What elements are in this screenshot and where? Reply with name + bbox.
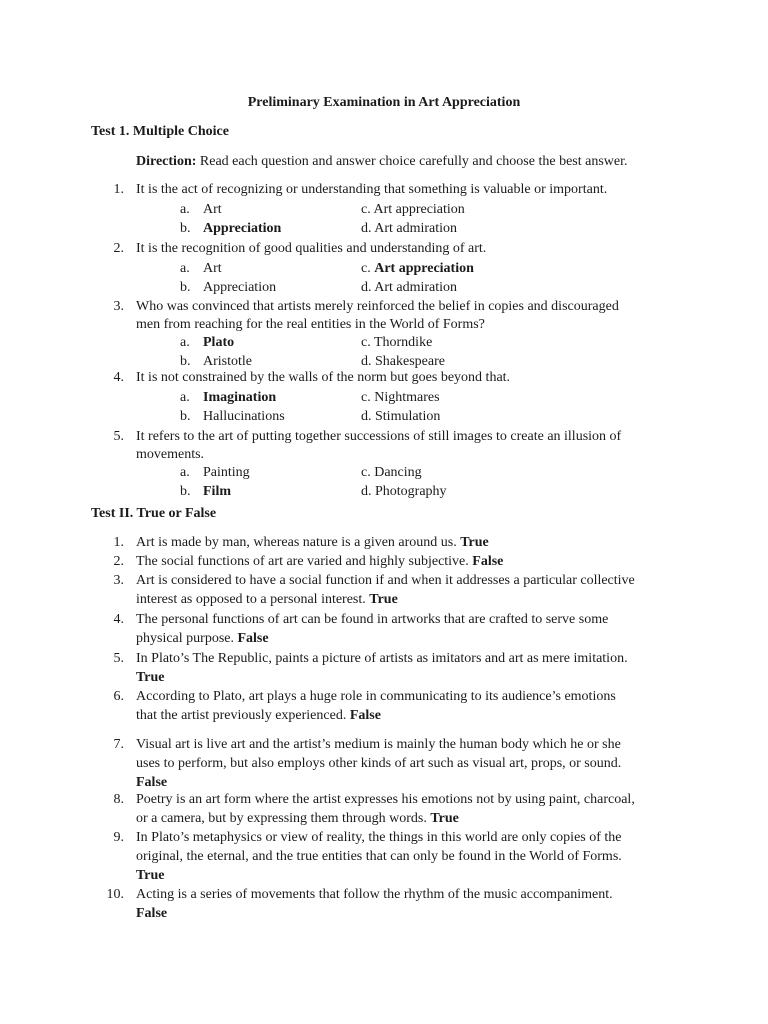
choice-letter: c. [361,335,374,350]
choice-letter: b. [180,354,191,369]
choice-letter: a. [180,335,190,350]
choice-letter: a. [180,202,190,217]
item-line: Art is considered to have a social function if and when it addresses a particular collective [136,573,635,588]
item-line: that the artist previously experienced. [136,708,347,723]
choice-text: Photography [375,484,447,499]
choice-text: Plato [203,335,235,350]
item-number: 9. [113,830,124,845]
question-text: It is not constrained by the walls of the norm but goes beyond that. [136,370,511,385]
choice-letter: d. [361,221,375,236]
answer: True [369,592,398,607]
question-number: 1. [113,182,124,197]
item-number: 5. [113,651,124,666]
item-text [136,810,459,828]
choice-letter: c. [361,261,375,276]
item-line: or a camera, but by expressing them through words. [136,811,427,826]
item-text [136,755,621,773]
choice-letter: d. [361,409,375,424]
choice-letter: b. [180,221,191,236]
item-line: Poetry is an art form where the artist expresses his emotions not by using paint, charcoal, [136,792,635,807]
item-number: 3. [113,573,124,588]
choice [361,334,432,352]
choice-text: Hallucinations [203,409,285,424]
answer: False [237,631,269,646]
item-number: 2. [113,554,124,569]
choice-letter: c. [361,465,375,480]
item-text [136,829,622,847]
item-line: The personal functions of art can be found in artworks that are crafted to serve some [136,612,609,627]
question-text: It is the act of recognizing or understanding that something is valuable or important. [136,182,608,197]
choice-text: Appreciation [203,280,277,295]
item-number: 8. [113,792,124,807]
choice-text: Art admiration [374,280,458,295]
choice-letter: d. [361,484,375,499]
item-number: 7. [113,737,124,752]
item-text [136,553,503,571]
choice-text: Art admiration [374,221,458,236]
choice-letter: b. [180,409,191,424]
choice-letter: b. [180,280,191,295]
test2-heading: Test II. True or False [91,506,217,521]
choice [361,201,465,219]
item-text [136,736,621,754]
item-text [136,572,635,590]
answer: False [136,775,168,790]
item-text [136,630,269,648]
choice-letter: c. [361,202,374,217]
choice-text: Thorndike [373,335,433,350]
choice [361,389,440,407]
item-line: According to Plato, art plays a huge role in communicating to its audience’s emotions [136,689,616,704]
item-number: 4. [113,612,124,627]
choice-letter: d. [361,280,375,295]
item-line: In Plato’s metaphysics or view of reality, the things in this world are only copies of the [136,830,622,845]
item-text [136,650,628,668]
choice-letter: a. [180,390,190,405]
choice [361,279,457,297]
item-text [136,791,635,809]
choice-text: Nightmares [374,390,440,405]
question-number: 3. [113,299,124,314]
question-text: It is the recognition of good qualities and understanding of art. [136,241,487,256]
choice-text: Art appreciation [374,261,474,276]
choice-letter: a. [180,465,190,480]
choice-text: Film [203,484,231,499]
choice-text: Dancing [374,465,422,480]
item-text [136,707,381,725]
item-text [136,534,489,552]
choice [361,220,457,238]
item-line: Acting is a series of movements that follow the rhythm of the music accompaniment. [136,887,613,902]
item-number: 1. [113,535,124,550]
answer: True [136,868,165,883]
choice [361,408,440,426]
question-text: It refers to the art of putting together successions of still images to create an illusion of [136,429,622,444]
answer: False [472,554,504,569]
question-text: men from reaching for the real entities in the World of Forms? [136,317,485,332]
choice-text: Art [203,261,222,276]
direction-text: Read each question and answer choice carefully and choose the best answer. [196,154,628,169]
question-number: 5. [113,429,124,444]
answer: True [460,535,489,550]
page-title: Preliminary Examination in Art Appreciation [247,95,521,110]
choice-text: Appreciation [203,221,282,236]
item-text [136,591,398,609]
item-line: interest as opposed to a personal interest. [136,592,366,607]
answer: False [136,906,168,921]
answer: True [430,811,459,826]
item-line: original, the eternal, and the true entities that can only be found in the World of Forms. [136,849,622,864]
item-text [136,886,613,904]
item-line: The social functions of art are varied and highly subjective. [136,554,469,569]
item-text [136,688,616,706]
question-number: 2. [113,241,124,256]
item-number: 10. [106,887,124,902]
item-line: Visual art is live art and the artist’s medium is mainly the human body which he or she [136,737,621,752]
choice-text: Art [203,202,222,217]
choice-text: Aristotle [203,354,252,369]
direction-label: Direction: [136,154,197,169]
answer: True [136,670,165,685]
choice-letter: c. [361,390,375,405]
question-text: Who was convinced that artists merely reinforced the belief in copies and discouraged [136,299,619,314]
choice [361,483,447,501]
choice-letter: d. [361,354,375,369]
choice-text: Painting [203,465,250,480]
item-line: physical purpose. [136,631,234,646]
choice-text: Art appreciation [373,202,465,217]
question-text: movements. [136,447,205,462]
choice-letter: a. [180,261,190,276]
item-line: uses to perform, but also employs other kinds of art such as visual art, props, or sound. [136,756,622,771]
question-number: 4. [113,370,124,385]
item-line: In Plato’s The Republic, paints a picture of artists as imitators and art as mere imitation. [136,651,628,666]
choice [361,464,422,482]
choice-text: Imagination [203,390,277,405]
choice-text: Shakespeare [375,354,445,369]
direction-line [136,153,628,171]
item-line: Art is made by man, whereas nature is a given around us. [136,535,457,550]
item-number: 6. [113,689,124,704]
choice-letter: b. [180,484,191,499]
item-text [136,611,608,629]
item-text [136,848,622,866]
answer: False [349,708,381,723]
choice-text: Stimulation [375,409,441,424]
choice [361,260,474,278]
test1-heading: Test 1. Multiple Choice [91,124,229,139]
